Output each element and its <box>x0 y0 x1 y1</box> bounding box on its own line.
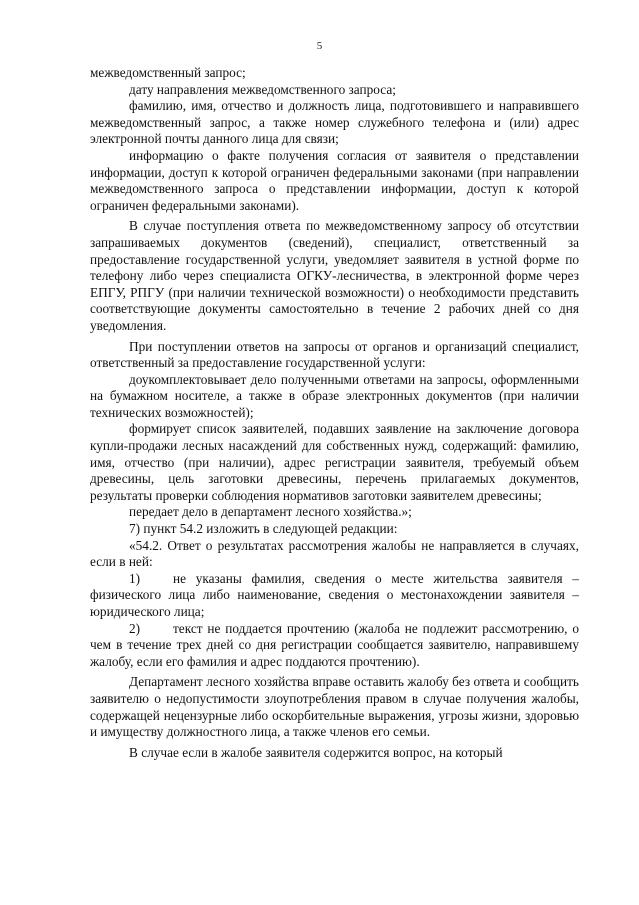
list-item-number: 2) <box>129 620 141 636</box>
paragraph: В случае поступления ответа по межведомственному запросу об отсутствии запрашиваемых документов (сведений), специалист, ответственный за предоставление государственной услуги, уведомляет заявителя в устной форме по телефону либо через специалиста ОГКУ-лесничества, в электронной форме через ЕПГУ, РПГУ (при наличии технической возможности) о необходимости представить соответствующие документы самостоятельно в течение 2 рабочих дней со дня уведомления. <box>90 218 579 333</box>
paragraph: формирует список заявителей, подавших заявление на заключение договора купли-продажи лесных насаждений для собственных нужд, содержащий: фамилию, имя, отчество (при наличии), адрес регистрации заявителя, требуемый объем древесины, цель заготовки древесины, перечень прилагаемых документов, результаты проверки соблюдения нормативов заготовки заявителем древесины; <box>90 421 579 503</box>
paragraph: передает дело в департамент лесного хозяйства.»; <box>129 504 412 520</box>
page-number: 5 <box>316 40 323 52</box>
list-item-number: 1) <box>129 570 141 586</box>
list-item <box>90 571 579 621</box>
paragraph: информацию о факте получения согласия от заявителя о представлении информации, доступ к которой ограничен федеральными законами (при направлении межведомственного запроса о представлении информации, доступ к которой ограничен федеральными законами). <box>90 147 579 213</box>
paragraph: 7) пункт 54.2 изложить в следующей редакции: <box>129 521 398 537</box>
document-body <box>90 65 579 761</box>
paragraph: При поступлении ответов на запросы от органов и организаций специалист, ответственный за предоставление государственной услуги: <box>90 338 579 371</box>
paragraph: В случае если в жалобе заявителя содержится вопрос, на который <box>129 744 503 760</box>
paragraph: дату направления межведомственного запроса; <box>129 81 396 97</box>
paragraph: Департамент лесного хозяйства вправе оставить жалобу без ответа и сообщить заявителю о недопустимости злоупотребления правом в случае получения жалобы, содержащей нецензурные либо оскорбительные выражения, угрозы жизни, здоровью и имуществу должностного лица, а также членов его семьи. <box>90 674 579 740</box>
list-item-text: не указаны фамилия, сведения о месте жительства заявителя – физического лица либо наименование, сведения о местонахождении заявителя – юридического лица; <box>90 570 579 619</box>
paragraph: фамилию, имя, отчество и должность лица, подготовившего и направившего межведомственный запрос, а также номер служебного телефона и (или) адрес электронной почты данного лица для связи; <box>90 98 579 147</box>
list-item <box>90 621 579 671</box>
paragraph: доукомплектовывает дело полученными ответами на запросы, оформленными на бумажном носителе, а также в образе электронных документов (при наличии технических возможностей); <box>90 371 579 420</box>
list-item-text: текст не поддается прочтению (жалоба не подлежит рассмотрению, о чем в течение трех дней со дня регистрации сообщается заявителю, направившему жалобу, если его фамилия и адрес поддаются прочтению). <box>90 620 579 669</box>
paragraph: «54.2. Ответ о результатах рассмотрения жалобы не направляется в случаях, если в ней: <box>90 537 579 570</box>
paragraph: межведомственный запрос; <box>90 65 246 80</box>
